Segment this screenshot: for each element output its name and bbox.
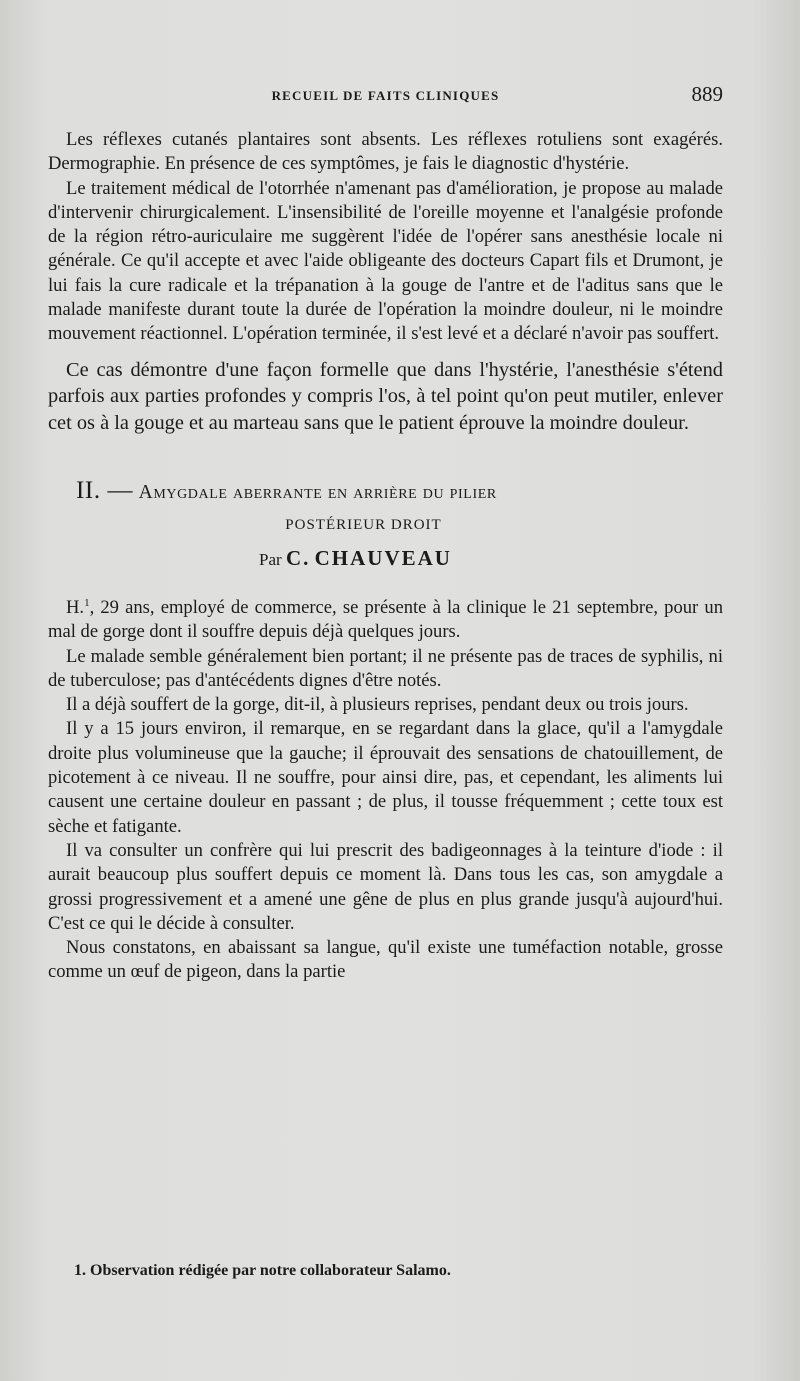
section-title-line-2: POSTÉRIEUR DROIT (285, 517, 442, 534)
footnote: 1. Observation rédigée par notre collaborateur Salamo. (74, 1262, 451, 1279)
paragraph: Il va consulter un confrère qui lui prescrit des badigeonnages à la teinture d'iode : il aurait beaucoup plus souffert depuis ce moment là. Dans tous les cas, son amygdale a grossi progressivement et a amené une gêne de plus en plus grande jusqu'à aujourd'hui. C'est ce qui le décide à consulter. (48, 839, 723, 934)
paragraph: Il a déjà souffert de la gorge, dit-il, à plusieurs reprises, pendant deux ou trois jours. (66, 694, 689, 716)
running-head: RECUEIL DE FAITS CLINIQUES (271, 88, 500, 103)
conclusion-paragraph: Ce cas démontre d'une façon formelle que dans l'hystérie, l'anesthésie s'étend parfois aux parties profondes y compris l'os, à tel point qu'on peut mutiler, enlever cet os à la gouge et au marteau sans que le patient éprouve la moindre douleur. (48, 358, 723, 434)
paragraph: Il y a 15 jours environ, il remarque, en se regardant dans la glace, qu'il a l'amygdale droite plus volumineuse que la gauche; il éprouvait des sensations de chatouillement, de picotement à ce niveau. Il ne souffre, pour ainsi dire, pas, et cependant, les aliments lui causent une certaine douleur en passant ; de plus, il tousse fréquemment ; cette toux est sèche et fatigante. (48, 718, 723, 837)
author-initial: C. (285, 546, 311, 571)
paragraph: Le malade semble généralement bien portant; il ne présente pas de traces de syphilis, ni de tuberculose; pas d'antécédents dignes d'être notés. (48, 645, 723, 691)
section-title-text: Amygdale aberrante en arrière du pilier (138, 482, 497, 504)
footnote-reference: 1 (84, 596, 90, 609)
section-title-line-1 (48, 474, 723, 510)
paragraph (48, 591, 723, 645)
author-line (48, 546, 723, 572)
author-prefix: Par (259, 550, 282, 570)
page-body (48, 128, 723, 985)
author-name: CHAUVEAU (314, 546, 452, 571)
paragraph: Nous constatons, en abaissant sa langue, qu'il existe une tuméfaction notable, grosse comme un œuf de pigeon, dans la partie (48, 937, 723, 983)
paragraph-text: , 29 ans, employé de commerce, se présente à la clinique le 21 septembre, pour un mal de gorge dont il souffre depuis déjà quelques jours. (48, 596, 723, 643)
section-title (48, 474, 723, 540)
section-number: II. — (76, 477, 134, 505)
paragraph: Les réflexes cutanés plantaires sont absents. Les réflexes rotuliens sont exagérés. Dermographie. En présence de ces symptômes, je fais le diagnostic d'hystérie. (48, 129, 723, 175)
page-number: 889 (691, 82, 723, 106)
page-header (48, 82, 723, 112)
paragraph: Le traitement médical de l'otorrhée n'amenant pas d'amélioration, je propose au malade d'intervenir chirurgicalement. L'insensibilité de l'oreille moyenne et l'analgésie profonde de la région rétro-auriculaire me suggèrent l'idée de l'opérer sans anesthésie locale ni générale. Ce qu'il accepte et avec l'aide obligeante des docteurs Capart fils et Drumont, je lui fais la cure radicale et la trépanation à la gouge de l'antre et de l'aditus sans que le malade manifeste durant toute la durée de l'opération la moindre douleur, ni le moindre mouvement réactionnel. L'opération terminée, il s'est levé et a déclaré n'avoir pas souffert. (48, 177, 723, 345)
patient-initial: H. (66, 596, 85, 618)
